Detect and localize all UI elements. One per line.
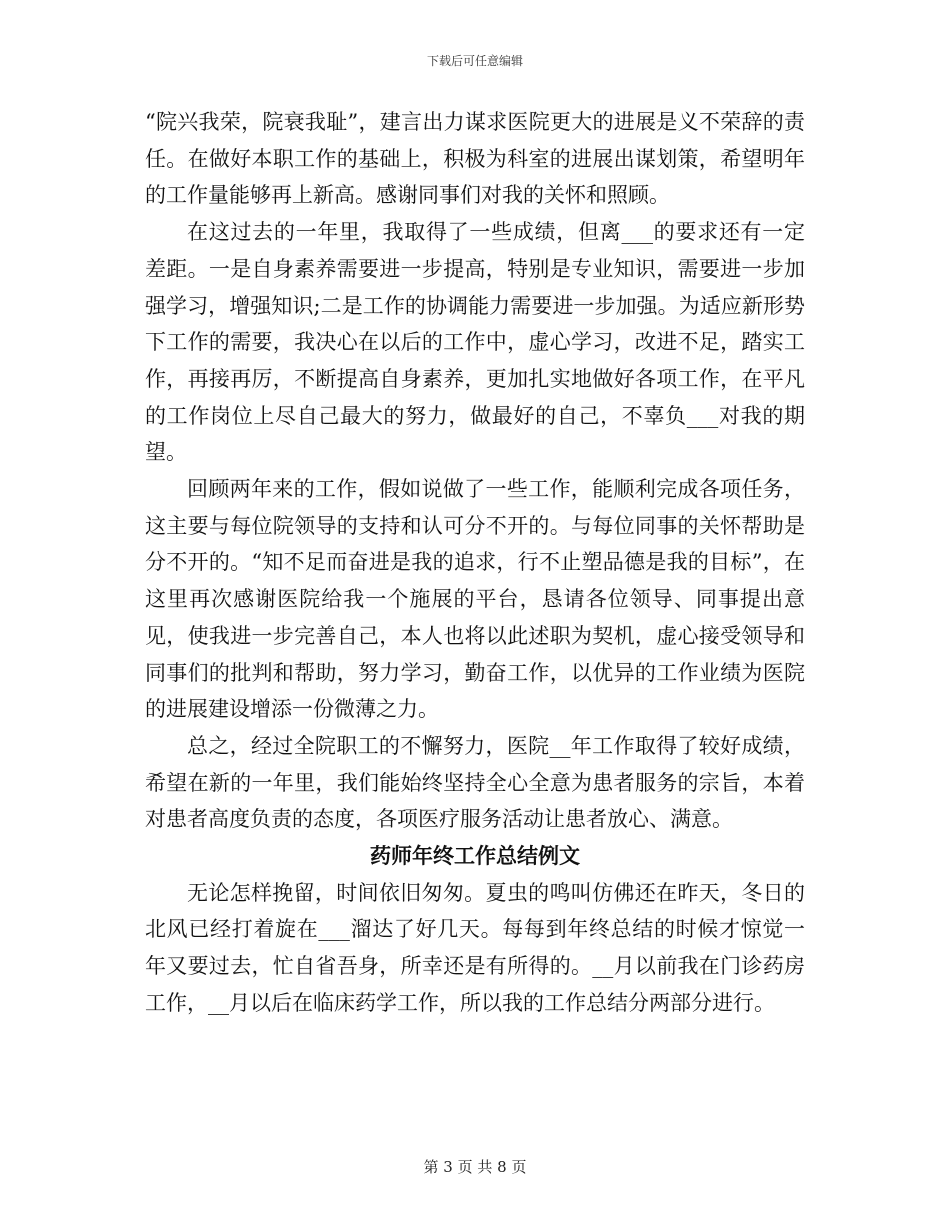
paragraph-section-intro: 无论怎样挽留，时间依旧匆匆。夏虫的鸣叫仿佛还在昨天，冬日的北风已经打着旋在___溜达了好几天。每每到年终总结的时候才惊觉一年又要过去，忙自省吾身，所幸还是有所得的。__月以前我在门诊药房工作，__月以后在临床药学工作，所以我的工作总结分两部分进行。 xyxy=(145,880,805,1015)
section-title: 药师年终工作总结例文 xyxy=(370,843,580,869)
paragraph-shortcomings: 在这过去的一年里，我取得了一些成绩，但离___的要求还有一定差距。一是自身素养需要进一步提高，特别是专业知识，需要进一步加强学习，增强知识;二是工作的协调能力需要进一步加强。为适应新形势下工作的需要，我决心在以后的工作中，虚心学习，改进不足，踏实工作，再接再厉，不断提高自身素养，更加扎实地做好各项工作，在平凡的工作岗位上尽自己最大的努力，做最好的自己，不辜负___对我的期望。 xyxy=(145,220,805,465)
document-body xyxy=(145,104,805,1022)
paragraph-conclusion: 总之，经过全院职工的不懈努力，医院__年工作取得了较好成绩，希望在新的一年里，我们能始终坚持全心全意为患者服务的宗旨，本着对患者高度负责的态度，各项医疗服务活动让患者放心、满意。 xyxy=(145,733,805,832)
page-header-note: 下载后可任意编辑 xyxy=(426,54,523,68)
paragraph-continued: “院兴我荣，院衰我耻”，建言出力谋求医院更大的进展是义不荣辞的责任。在做好本职工作的基础上，积极为科室的进展出谋划策，希望明年的工作量能够再上新高。感谢同事们对我的关怀和照顾。 xyxy=(145,110,805,208)
paragraph-review: 回顾两年来的工作，假如说做了一些工作，能顺利完成各项任务，这主要与每位院领导的支持和认可分不开的。与每位同事的关怀帮助是分不开的。“知不足而奋进是我的追求，行不止塑品德是我的目标”，在这里再次感谢医院给我一个施展的平台，恳请各位领导、同事提出意见，使我进一步完善自己，本人也将以此述职为契机，虚心接受领导和同事们的批判和帮助，努力学习，勤奋工作，以优异的工作业绩为医院的进展建设增添一份微薄之力。 xyxy=(145,477,805,722)
page-number-footer: 第 3 页 共 8 页 xyxy=(423,1158,527,1176)
